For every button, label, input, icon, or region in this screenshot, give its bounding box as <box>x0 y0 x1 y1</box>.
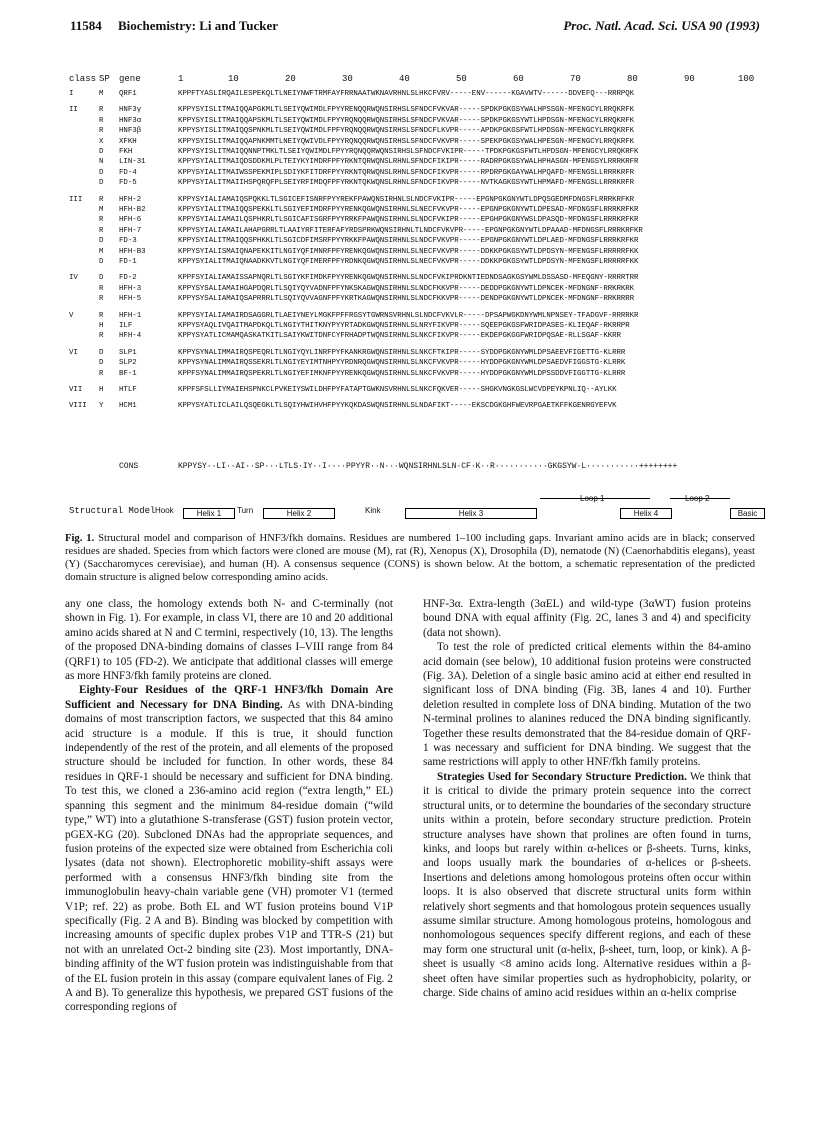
figure-column-header <box>65 74 765 86</box>
sequence: KPPFTYASLIRQAILESPEKQLTLNEIYNWFTRMFAYFRRNAATWKNAVRHNLSLHKCFVRV-----ENV------KGAVWTV------DDVEFQ---RRRPQK <box>178 90 635 98</box>
alignment-row <box>65 274 765 284</box>
helix-3-box: Helix 3 <box>405 508 537 519</box>
species-code: D <box>99 168 104 177</box>
sequence: KPPYSYNALIMMAIRQSPEQRLTLNGIYQYLINRFPYFKANKRGWQNSIRHNLSLNKCFTKIPR-----SYDDPGKGNYWMLDPSAEEVFIGETTG-KLRRR <box>178 348 626 357</box>
alignment-row <box>65 322 765 332</box>
species-code: H <box>99 386 104 394</box>
gene-name: HFH-6 <box>119 216 142 225</box>
sequence: KPPYSYATLICMAMQASKATKITLSAIYKWITDNFCYFRHADPTWQNSIRHNLSLNKCFIKVPR-----EKDEPGKGGFWRIDPQSAE-RLLSGAF-KKRR <box>178 332 621 341</box>
gene-name: HFH-4 <box>119 332 142 341</box>
species-code: H <box>99 322 104 330</box>
kink-label: Kink <box>365 506 381 515</box>
alignment-row <box>65 295 765 305</box>
position-number: 30 <box>342 74 353 84</box>
paragraph <box>65 683 393 1014</box>
sequence: KPPYSYAQLIVQAITMAPDKQLTLNGIYTHITKNYPYYRTADKGWQNSIRHNLSLNRYFIKVPR-----SQEEPGKGSFWRIDPASES-KLIEQAF-RKRRPR <box>178 322 630 330</box>
paragraph: To test the role of predicted critical elements within the 84-amino acid domain (see below), 10 additional fusion proteins were constructed (Fig. 3A). Deletion of a single basic amino acid at either end resulted in significant loss of DNA binding (Fig. 3B, lanes 4 and 10). Further deletion resulted in complete loss of DNA binding. Mutation of the two N-terminal prolines to alanines reduced the DNA binding significantly. Together these results demonstrated that the 84-residue domain of QRF-1 was necessary and sufficient for DNA binding. We suggest that the same restrictions will apply to other HNF/fkh family proteins. <box>423 641 751 769</box>
alignment-row <box>65 227 765 237</box>
sequence: KPPYSYIALITMAIIHSPQRQFPLSEIYRFIMDQFPFYRKNTQKWQNSLRHNLSFNDCFIKVPR-----NVTKAGKGSYWTLHPMAFD-MFENGSLLRRRKRFR <box>178 179 635 188</box>
class-label: III <box>69 195 83 204</box>
alignment-row <box>65 237 765 247</box>
class-label: V <box>69 311 74 320</box>
alignment-row <box>65 258 765 268</box>
position-number: 20 <box>285 74 296 84</box>
body-column-left <box>65 597 393 1015</box>
gene-name: HFH-2 <box>119 195 142 204</box>
structural-model <box>65 492 765 526</box>
class-label: I <box>69 90 74 98</box>
alignment-row <box>65 148 765 158</box>
class-label: VIII <box>69 402 87 411</box>
alignment-row <box>65 196 765 206</box>
gene-name: HNF3α <box>119 116 142 125</box>
species-code: R <box>99 195 104 204</box>
class-label: VI <box>69 348 78 357</box>
alignment-row <box>65 285 765 295</box>
species-code: X <box>99 137 104 146</box>
helix-2-box: Helix 2 <box>263 508 335 519</box>
sequence: KPPYSYISLITMAIQQAPNKMMTLNEIYQWIVDLFPYYRQNQQRWQNSIRHSLSFNDCFVKVPR-----SPEKPGKGSYWALHPESGN-MFENGCYLRRQKRFK <box>178 137 635 146</box>
alignment-row <box>65 90 765 100</box>
gene-name: FD-1 <box>119 258 137 266</box>
alignment-row <box>65 312 765 322</box>
position-number: 100 <box>738 74 755 84</box>
gene-name: FD-2 <box>119 274 137 283</box>
sequence: KPPYSYISLITMAIQQAPGKMLTLSEIYQWIMDLFPYYRENQQRWQNSIRHSLSFNDCFVKVAR-----SPDKPGKGSYWALHPSSGN-MFENGCYLRRQKRFK <box>178 106 635 115</box>
helix-1-box: Helix 1 <box>183 508 235 519</box>
alignment-row <box>65 158 765 168</box>
species-code: M <box>99 247 104 256</box>
body-column-right <box>423 597 751 1000</box>
species-code: R <box>99 106 104 115</box>
alignment-row <box>65 359 765 369</box>
sequence: KPPYSYIALITMAIQNAADKKVTLNGIYQFIMERFPFYRDNKQGWQNSIRHNLSLNECFVKVPR-----DDKKPGKGSYWTLDPDSYN-MFENGSFLRRRRRFKK <box>178 258 639 266</box>
alignment-row <box>65 216 765 226</box>
hook-label: Hook <box>155 506 174 515</box>
alignment-row <box>65 332 765 342</box>
gene-name: HFH-3 <box>119 284 142 293</box>
species-code: Y <box>99 402 104 411</box>
sequence: KPPYSYISLITMAIQQAPSKMLTLSEIYQWIMDLFPYYRQNQQRWQNSIRHSLSFNDCFVKVAR-----SPDKPGKGSYWTLHPDSGN-MFENGCYLRRQKRFK <box>178 116 635 125</box>
species-code: M <box>99 206 104 214</box>
sequence: KPPYSYATLICLAILQSQEGKLTLSQIYHWIHVHFPYYKQKDASWQNSIRHNLSLNDAFIKT-----EKSCDGKGHFWEVRPGAETKFFKGENRGYEFVK <box>178 402 617 411</box>
alignment-row <box>65 248 765 258</box>
sequence: KPPYSYSALIAMAIHGAPDQRLTLSQIYQYVADNFPFYNKSKAGWQNSIRHNLSLNDCFKKVPR-----DEDDPGKGNYWTLDPNCEK-MFDNGNF-RRKRKRK <box>178 284 635 293</box>
section-heading: Strategies Used for Secondary Structure Prediction. <box>437 770 687 783</box>
alignment-row <box>65 349 765 359</box>
gene-name: SLP2 <box>119 359 137 368</box>
alignment-row <box>65 370 765 380</box>
gene-name: QRF1 <box>119 90 137 98</box>
position-number: 60 <box>513 74 524 84</box>
alignment-row <box>65 169 765 179</box>
section-heading: Eighty-Four Residues of the QRF-1 HNF3/fkh Domain Are Sufficient and Necessary for DNA Binding. <box>65 684 393 711</box>
loop-1-label: Loop 1 <box>580 494 605 503</box>
sequence: KPPYSYIALIAMAIQSPQKKLTLSGICEFISNRFPYYREKFPAWQNSIRHNLSLNDCFVKIPR-----EPGNPGKGNYWTLDPQSGEDMFDNGSFLRRRKRFKR <box>178 195 635 204</box>
species-code: R <box>99 284 104 293</box>
sequence: KPPYSYSALIAMAIQSAPRRRLTLSQIYQVVAGNFPFYKRTKAGWQNSIRHNLSLNDCFKKVPR-----DENDPGKGNYWTLDPNCEK-MFDNGNF-RRKRRRR <box>178 295 635 304</box>
position-number: 40 <box>399 74 410 84</box>
caption-label: Fig. 1. <box>65 533 95 544</box>
gene-name: LIN-31 <box>119 158 146 167</box>
gene-name: ILF <box>119 322 133 330</box>
species-code: R <box>99 311 104 320</box>
species-code: R <box>99 216 104 225</box>
alignment-row <box>65 179 765 189</box>
sequence: KPPYSYIALIAMAIRDSAGGRLTLAEIYNEYLMGKFPFFRGSYTGWRNSVRHNLSLNDCFVKVLR-----DPSAPWGKDNYWMLNPNSEY-TFADGVF-RRRRKR <box>178 311 639 320</box>
gene-name: BF-1 <box>119 369 137 378</box>
gene-name: SLP1 <box>119 348 137 357</box>
helix-4-box: Helix 4 <box>620 508 672 519</box>
species-code: N <box>99 158 104 167</box>
class-label: II <box>69 106 78 115</box>
alignment-row <box>65 402 765 412</box>
sequence: KPPYSYNALIMMAIRQSSEKRLTLNGIYEYIMTNHPYYRDNRQGWQNSIRHNLSLNKCFVKVPR-----HYDDPGKGNYWMLDPSAEDVFIGGSTG-KLRRK <box>178 359 626 368</box>
species-code: D <box>99 179 104 188</box>
basic-box: Basic <box>730 508 765 519</box>
sequence: KPPYSYIALITMAIWSSPEKMIPLSDIYKFITDRFPYYRKNTQRWQNSLRHNLSFNDCFIKVPR-----RPDRPGKGAYWALHPQAFD-MFENGSLLRRRKRFR <box>178 168 635 177</box>
sequence: KPPYSYIALITMAIQQSPEKKLTLSGIYEFIMDRFPYYRENKQGWQNSIRHNLSLNECFVKVPR-----EPGNPGKGNYWTLDPESAD-MFDNGSFLRRRKRFKR <box>178 206 639 214</box>
alignment-row <box>65 106 765 116</box>
page-header <box>70 18 760 36</box>
journal-citation: Proc. Natl. Acad. Sci. USA 90 (1993) <box>563 18 760 33</box>
running-title: Biochemistry: Li and Tucker <box>118 18 278 33</box>
sequence: KPPYSYIALIAMAILQSPHKRLTLSGICAFISGRFPYYRRKFPAWQNSIRHNLSLNDCFVKIPR-----EPGHPGKGNYWSLDPASQD-MFDNGSFLRRRKRFKR <box>178 216 639 225</box>
position-number: 1 <box>178 74 184 84</box>
species-code: R <box>99 295 104 304</box>
sequence: KPPFSYNALIMMAIRQSPEKRLTLNGIYEFIMKNFPYYRENKQGWQNSIRHNLSLNKCFVKVPR-----HYDDPGKGNYWMLDPSSDDVFIGGTTG-KLRRR <box>178 369 626 378</box>
gene-name: HCM1 <box>119 402 137 411</box>
consensus-sequence: KPPYSY··LI··AI··SP···LTLS·IY··I····PPYYR··N···WQNSIRHNLSLN·CF·K··R···········GKGSYW·L···········++++++++ <box>178 462 678 471</box>
sequence: KPPYSYIALITMAIQQSPHKKLTLSGICDFIMSRFPYYRKKFPAWQNSIRHNLSLNDCFVKVPR-----EPGNPGKGNYWTLDPLAED-MFDNGSFLRRRKRFKR <box>178 237 639 246</box>
species-code: D <box>99 258 104 266</box>
turn-label: Turn <box>237 506 254 515</box>
paragraph-text: We think that it is critical to divide the primary protein sequence into the correct structural units, or to determine the boundaries of the secondary structure units within a protein, before secondary structure prediction. Protein structure analyses have shown that prolines are often found in turns, kinks, and loops but rarely within α-helices or β-sheets. Turns, kinks, and loops usually mark the boundaries of α-helices or β-sheets. Insertions and deletions among homologous proteins often occur within loops. It is also observed that discrete structural units form within relatively short segments and that homologous protein sequences usually assume similar structure. Among homologous proteins, homologous and nonhomologous sequences specify different regions, and each of these may form one structural unit (α-helix, β-sheet, turn, loop, or kink). A β-sheet is usually <8 amino acids long. Alternative residues within a β-sheet often have similar properties such as hydrophobicity, polarity, or charge. Side chains of amino acid residues within an α-helix comprise <box>423 770 751 999</box>
consensus-label: CONS <box>119 462 139 471</box>
caption-text: Structural model and comparison of HNF3/fkh domains. Residues are numbered 1–100 including gaps. Invariant amino acids are in black; conserved residues are shaded. Species from which factors were cloned are mouse (M), rat (R), Xenopus (X), Drosophila (D), nematode (N) (Caenorhabditis elegans), yeast (Y) (Saccharomyces cerevisiae), and human (H). A consensus sequence (CONS) is shown below. At the bottom, a schematic representation of the predicted domain structure is aligned below corresponding amino acids. <box>65 533 755 583</box>
alignment-row <box>65 206 765 216</box>
sequence: KPPYSYIALITMAIQDSDDKMLPLTEIYKYIMDRFPFYRKNTQRWQNSLRHNLSFNDCFIKIPR-----RADRPGKGSYWALHPHASGN-MFENGSYLRRRKRFR <box>178 158 639 167</box>
class-label: VII <box>69 386 83 394</box>
sequence: KPPFSFSLLIYMAIEHSPNKCLPVKEIYSWILDHFPYFATAPTGWKNSVRHNLSLNKCFQKVER-----SHGKVNGKGSLWCVDPEYKPNLIQ--AYLKK <box>178 386 617 394</box>
position-number: 80 <box>627 74 638 84</box>
species-code: D <box>99 348 104 357</box>
gene-name: HFH-B2 <box>119 206 146 214</box>
species-code: R <box>99 116 104 125</box>
class-label: IV <box>69 274 78 283</box>
gene-name: HTLF <box>119 386 137 394</box>
sequence: KPPYSYISLITMAIQQSPNKMLTLSEIYQWIMDLFPFYRQNQQRWQNSIRHSLSFNDCFLKVPR-----APDKPGKGSFWTLHPDSGN-MFENGCYLRRQKRFK <box>178 127 635 136</box>
position-number: 90 <box>684 74 695 84</box>
species-code: D <box>99 274 104 283</box>
gene-name: FD-4 <box>119 168 137 177</box>
paragraph <box>423 770 751 1001</box>
position-number: 50 <box>456 74 467 84</box>
gene-name: HNF3γ <box>119 106 142 115</box>
alignment-row <box>65 117 765 127</box>
paragraph: HNF-3α. Extra-length (3αEL) and wild-type (3αWT) fusion proteins bound DNA with equal affinity (Fig. 2C, lanes 3 and 4) and specificity (data not shown). <box>423 598 751 639</box>
gene-name: HFH-7 <box>119 226 142 235</box>
species-column-label: SP <box>99 74 110 84</box>
alignment-row <box>65 127 765 137</box>
gene-name: FD-3 <box>119 237 137 246</box>
species-code: D <box>99 237 104 246</box>
paragraph-text: As with DNA-binding domains of most transcription factors, we suspected that this 84 amino acid structure is a module. If this is true, it should function independently of the rest of the protein, and all elements of the proposed structure should be included for function. In other words, these 84 residues in QRF-1 should be necessary and sufficient for DNA binding. To test this, we cloned a 236-amino acid region (“extra length,” EL) spanning this segment and the minimum 84-residue domain (“wild type,” WT) into a glutathione S-transferase (GST) fusion protein vector, pGEX-KG (20). Subcloned DNAs had the appropriate sequences, and fusion proteins of the expected size were obtained from Escherichia coli lysates (data not shown). Electrophoretic mobility-shift assays were performed with a consensus HNF3/fkh binding site from the immunoglobulin heavy-chain variable gene (VH) promoter V1 (termed V1P; ref. 22) as probe. Both EL and WT fusion proteins bound V1P specifically (Fig. 2 A and B). Binding was blocked by competition with increasing amounts of specific duplex probes V1P and TTR-S (21) but not with an unrelated Oct-2 binding site (23). Most importantly, DNA-binding affinity of the WT fusion protein was indistinguishable from that of the EL fusion protein in this assay (compare equivalent lanes of Fig. 2 A and B). To generalize this hypothesis, we prepared GST fusions of the corresponding regions of <box>65 698 393 1014</box>
species-code: R <box>99 127 104 136</box>
gene-column-label: gene <box>119 74 141 84</box>
figure-1 <box>65 74 765 524</box>
sequence: KPPYSYIALISMAIQNAPEKKITLNGIYQFIMNRFPFYRENKQGWQNSIRHNLSLNECFVKVPR-----DDKKPGKGSYWTLDPDSYN-MFENGSFLRRRRRFKK <box>178 247 639 256</box>
position-number: 10 <box>228 74 239 84</box>
figure-caption <box>65 532 755 584</box>
gene-name: XFKH <box>119 137 137 146</box>
species-code: R <box>99 369 104 378</box>
alignment-row <box>65 138 765 148</box>
alignment-row <box>65 386 765 396</box>
loop-2-label: Loop 2 <box>685 494 710 503</box>
species-code: M <box>99 90 104 98</box>
paragraph: any one class, the homology extends both N- and C-terminally (not shown in Fig. 1). For example, in class VI, there are 10 and 20 additional amino acids shared at N and C termini, respectively (10, 13). The lengths of the proposed DNA-binding domains of classes I–VIII range from 84 (QRF1) to 105 (FD-2). We anticipate that additional classes will emerge as more HNF3/fkh family proteins are cloned. <box>65 598 393 683</box>
gene-name: HFH-5 <box>119 295 142 304</box>
page-number: 11584 <box>70 18 102 33</box>
species-code: R <box>99 226 104 235</box>
position-number: 70 <box>570 74 581 84</box>
species-code: D <box>99 359 104 368</box>
sequence: KPPYSYISLITMAIQQNNPTMKLTLSEIYQWIMDLFPYYRQNQQRWQNSIRHSLSFNDCFVKIPR-----TPDKPGKGSFWTLHPDSGN-MFENGCYLRRQKRFK <box>178 148 639 156</box>
gene-name: HNF3β <box>119 127 142 136</box>
gene-name: FKH <box>119 148 133 156</box>
sequence: KPPFSYIALIAMAISSAPNQRLTLSGIYKFIMDKFPYYRENKQGWQNSIRHNLSLNDCFVKIPRDKNTIEDNDSAGKGSYWMLDSSASD-MFEQGNY-RRRRTRR <box>178 274 639 283</box>
species-code: R <box>99 332 104 341</box>
gene-name: HFH-1 <box>119 311 142 320</box>
structural-model-label: Structural Model <box>69 506 156 516</box>
gene-name: FD-5 <box>119 179 137 188</box>
species-code: D <box>99 148 104 156</box>
gene-name: HFH-B3 <box>119 247 146 256</box>
sequence: KPPYSYIALIAMAILAHAPGRRLTLAAIYRFITERFAFYRDSPRKWQNSIRHNLTLNDCFVKVPR-----EPGNPGKGNYWTLDPAAAD-MFDNGSFLRRRKRFKR <box>178 226 643 235</box>
class-column-label: class <box>69 74 97 84</box>
